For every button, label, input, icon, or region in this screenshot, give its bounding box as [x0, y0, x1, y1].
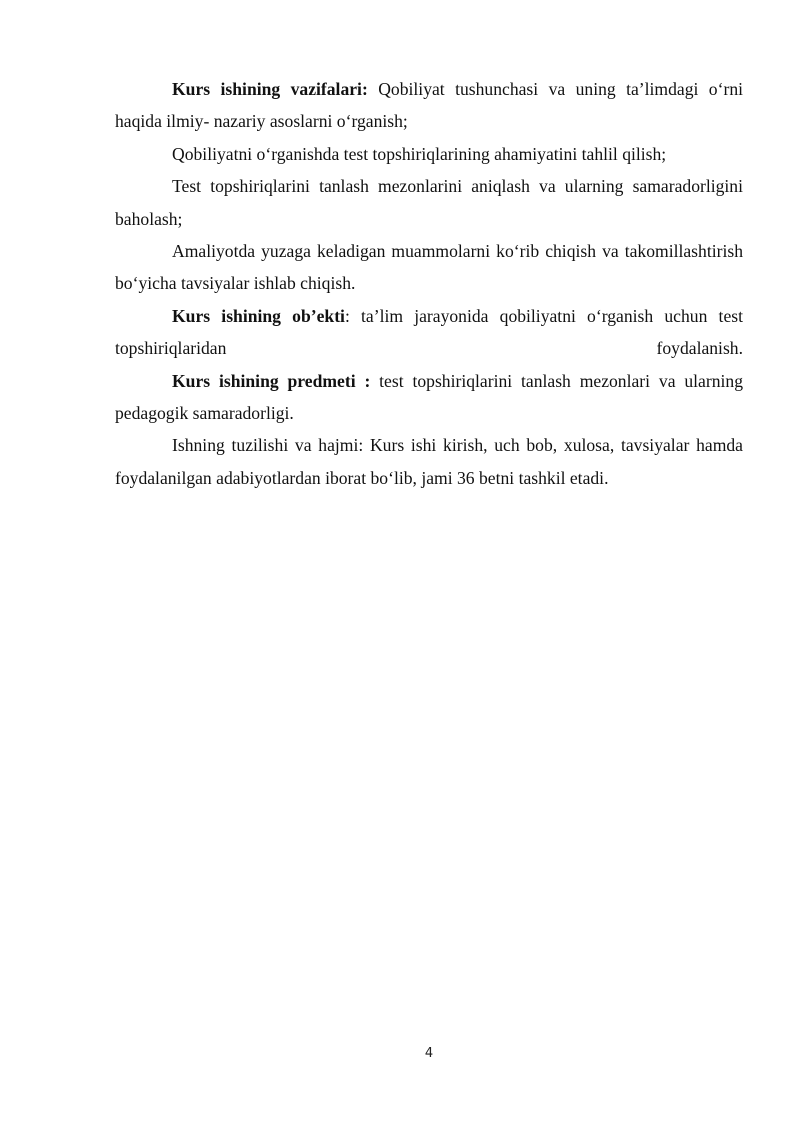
structure-text: Ishning tuzilishi va hajmi: Kurs ishi kirish, uch bob, xulosa, tavsiyalar hamda foydalanilgan adabiyotlardan iborat bo‘lib, jami 36 betni tashkil etadi. — [115, 435, 743, 488]
page-body — [115, 73, 743, 494]
task-2-text: Qobiliyatni o‘rganishda test topshiriqlarining ahamiyatini tahlil qilish; — [172, 143, 667, 164]
paragraph-structure — [115, 429, 743, 494]
subject-heading: Kurs ishining predmeti : — [172, 370, 371, 391]
tasks-text: Qobiliyat tushunchasi va uning ta’limdagi o‘rni haqida ilmiy- nazariy asoslarni o‘rganish; — [115, 79, 744, 132]
object-heading: Kurs ishining ob’ekti — [172, 305, 345, 326]
paragraph-task-3 — [115, 170, 743, 235]
paragraph-tasks — [115, 73, 743, 138]
tasks-heading: Kurs ishining vazifalari: — [172, 79, 368, 99]
subject-text: test topshiriqlarini tanlash mezonlari va ularning pedagogik samaradorligi. — [115, 370, 743, 424]
task-3-text: Test topshiriqlarini tanlash mezonlarini aniqlash va ularning samaradorligini baholash; — [115, 176, 743, 229]
paragraph-subject — [115, 365, 743, 430]
page-number: 4 — [424, 1046, 434, 1061]
paragraph-task-2 — [115, 138, 743, 170]
paragraph-task-4 — [115, 235, 743, 300]
object-text: : ta’lim jarayonida qobiliyatni o‘rganish uchun test topshiriqlaridan foydalanish. — [115, 305, 743, 359]
paragraph-object — [115, 300, 743, 365]
task-4-text: Amaliyotda yuzaga keladigan muammolarni ko‘rib chiqish va takomillashtirish bo‘yicha tavsiyalar ishlab chiqish. — [115, 241, 743, 294]
